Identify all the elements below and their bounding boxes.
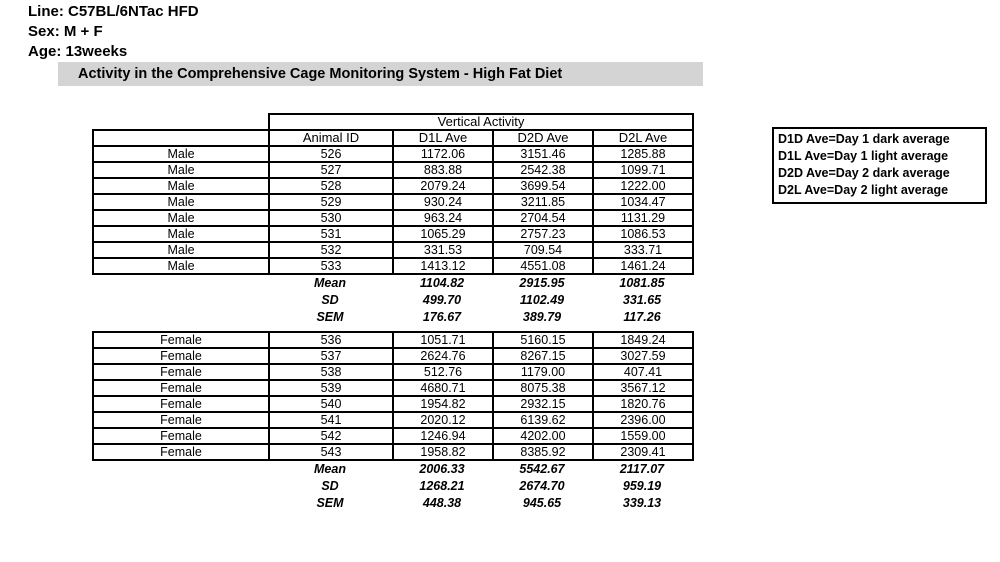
stats-label: SD — [321, 479, 339, 493]
data-table-region — [92, 113, 692, 512]
stats-row-mean — [92, 461, 692, 478]
table-row — [93, 412, 693, 428]
stats-value-d1l: 448.38 — [422, 496, 462, 510]
stats-label: Mean — [314, 276, 346, 290]
stats-value-d2d: 945.65 — [522, 496, 562, 510]
female-table-body — [93, 332, 693, 460]
cell-d2d: 3211.85 — [493, 194, 593, 210]
male-table-body — [93, 146, 693, 274]
table-row — [93, 380, 693, 396]
cell-sex: Female — [93, 444, 269, 460]
stats-spacer — [92, 292, 268, 309]
cell-d2d: 6139.62 — [493, 412, 593, 428]
stats-row-sem — [92, 309, 692, 326]
page-title: Activity in the Comprehensive Cage Monitoring System - High Fat Diet — [78, 66, 563, 82]
cell-d1l: 1246.94 — [393, 428, 493, 444]
stats-label: Mean — [314, 462, 346, 476]
cell-d2l: 1820.76 — [593, 396, 693, 412]
female-stats-table — [92, 461, 692, 512]
stats-value-d2d: 1102.49 — [519, 293, 565, 307]
cell-sex: Male — [93, 162, 269, 178]
cell-d2d: 3151.46 — [493, 146, 593, 162]
legend-line-d2d: D2D Ave=Day 2 dark average — [778, 166, 950, 180]
cell-sex: Female — [93, 428, 269, 444]
cell-sex: Male — [93, 242, 269, 258]
stats-value-d1l: 1104.82 — [419, 276, 465, 290]
cell-d2l: 1034.47 — [593, 194, 693, 210]
cell-d1l: 4680.71 — [393, 380, 493, 396]
column-header-sex — [93, 130, 269, 146]
table-row — [93, 210, 693, 226]
cell-d2l: 1285.88 — [593, 146, 693, 162]
stats-value-d2d: 2915.95 — [519, 276, 565, 290]
cell-d2d: 4551.08 — [493, 258, 593, 274]
cell-d2l: 407.41 — [593, 364, 693, 380]
meta-line-sex: Sex: M + F — [28, 23, 103, 40]
stats-value-d1l: 2006.33 — [419, 462, 465, 476]
cell-d1l: 512.76 — [393, 364, 493, 380]
column-header-d2l-ave: D2L Ave — [593, 130, 693, 146]
cell-d1l: 1172.06 — [393, 146, 493, 162]
table-row — [93, 428, 693, 444]
cell-animal-id: 530 — [269, 210, 393, 226]
table-row — [93, 364, 693, 380]
cell-animal-id: 537 — [269, 348, 393, 364]
stats-label: SEM — [316, 496, 344, 510]
stats-value-d2d: 389.79 — [522, 310, 562, 324]
male-data-table — [92, 113, 694, 275]
table-row — [93, 348, 693, 364]
cell-animal-id: 533 — [269, 258, 393, 274]
cell-d2d: 8385.92 — [493, 444, 593, 460]
cell-d1l: 963.24 — [393, 210, 493, 226]
meta-line-age: Age: 13weeks — [28, 43, 128, 60]
stats-value-d1l: 1268.21 — [419, 479, 465, 493]
cell-d2d: 2932.15 — [493, 396, 593, 412]
cell-sex: Female — [93, 364, 269, 380]
table-row — [93, 242, 693, 258]
stats-value-d2l: 331.65 — [622, 293, 662, 307]
cell-d1l: 1954.82 — [393, 396, 493, 412]
legend-box — [772, 127, 987, 204]
stats-spacer — [92, 275, 268, 292]
cell-sex: Male — [93, 258, 269, 274]
stats-row-mean — [92, 275, 692, 292]
table-row — [93, 258, 693, 274]
meta-header — [28, 2, 448, 62]
stats-label: SD — [321, 293, 339, 307]
table-row — [93, 146, 693, 162]
cell-sex: Female — [93, 348, 269, 364]
cell-d2l: 1131.29 — [593, 210, 693, 226]
cell-animal-id: 543 — [269, 444, 393, 460]
table-row — [93, 332, 693, 348]
stats-value-d2l: 117.26 — [623, 310, 661, 324]
cell-animal-id: 542 — [269, 428, 393, 444]
cell-d1l: 1065.29 — [393, 226, 493, 242]
legend-line-d2l: D2L Ave=Day 2 light average — [778, 183, 949, 197]
stats-spacer — [92, 309, 268, 326]
stats-value-d2l: 2117.07 — [619, 462, 665, 476]
column-header-animal-id: Animal ID — [269, 130, 393, 146]
male-stats-table — [92, 275, 692, 326]
cell-d1l: 930.24 — [393, 194, 493, 210]
table-row — [93, 444, 693, 460]
title-banner — [58, 62, 703, 86]
cell-animal-id: 538 — [269, 364, 393, 380]
stats-value-d2l: 959.19 — [622, 479, 662, 493]
stats-row-sd — [92, 292, 692, 309]
stats-spacer — [92, 478, 268, 495]
table-row — [93, 194, 693, 210]
stats-row-sd — [92, 478, 692, 495]
stats-row-sem — [92, 495, 692, 512]
meta-line-strain: Line: C57BL/6NTac HFD — [28, 3, 199, 20]
cell-d2d: 8075.38 — [493, 380, 593, 396]
cell-d1l: 2020.12 — [393, 412, 493, 428]
group-header-spacer — [93, 114, 269, 130]
cell-animal-id: 540 — [269, 396, 393, 412]
female-data-table — [92, 331, 694, 461]
cell-animal-id: 536 — [269, 332, 393, 348]
cell-sex: Male — [93, 146, 269, 162]
cell-d1l: 1413.12 — [393, 258, 493, 274]
cell-animal-id: 532 — [269, 242, 393, 258]
cell-d2d: 2542.38 — [493, 162, 593, 178]
table-row — [93, 396, 693, 412]
cell-animal-id: 529 — [269, 194, 393, 210]
cell-d2d: 4202.00 — [493, 428, 593, 444]
cell-animal-id: 528 — [269, 178, 393, 194]
stats-label: SEM — [316, 310, 344, 324]
cell-d2d: 2757.23 — [493, 226, 593, 242]
cell-sex: Male — [93, 226, 269, 242]
table-row — [93, 178, 693, 194]
cell-d2l: 3567.12 — [593, 380, 693, 396]
cell-d2l: 1461.24 — [593, 258, 693, 274]
cell-sex: Female — [93, 396, 269, 412]
cell-animal-id: 539 — [269, 380, 393, 396]
cell-sex: Female — [93, 412, 269, 428]
cell-d2d: 5160.15 — [493, 332, 593, 348]
cell-sex: Male — [93, 178, 269, 194]
cell-sex: Male — [93, 194, 269, 210]
cell-d1l: 2624.76 — [393, 348, 493, 364]
cell-d1l: 883.88 — [393, 162, 493, 178]
stats-value-d2l: 339.13 — [622, 496, 662, 510]
cell-d2l: 1099.71 — [593, 162, 693, 178]
cell-d2l: 2309.41 — [593, 444, 693, 460]
cell-d2d: 8267.15 — [493, 348, 593, 364]
stats-value-d1l: 499.70 — [422, 293, 462, 307]
cell-animal-id: 541 — [269, 412, 393, 428]
cell-d1l: 1958.82 — [393, 444, 493, 460]
cell-d2l: 333.71 — [593, 242, 693, 258]
legend-line-d1d: D1D Ave=Day 1 dark average — [778, 132, 950, 146]
legend-line-d1l: D1L Ave=Day 1 light average — [778, 149, 949, 163]
cell-d1l: 331.53 — [393, 242, 493, 258]
table-row — [93, 226, 693, 242]
cell-d2d: 709.54 — [493, 242, 593, 258]
cell-d2d: 3699.54 — [493, 178, 593, 194]
column-header-d2d-ave: D2D Ave — [493, 130, 593, 146]
cell-d2d: 2704.54 — [493, 210, 593, 226]
column-header-row — [93, 130, 693, 146]
stats-value-d2d: 2674.70 — [519, 479, 565, 493]
group-header-vertical-activity: Vertical Activity — [269, 114, 693, 130]
cell-d2l: 1222.00 — [593, 178, 693, 194]
column-header-d1l-ave: D1L Ave — [393, 130, 493, 146]
cell-sex: Female — [93, 380, 269, 396]
cell-d1l: 2079.24 — [393, 178, 493, 194]
table-row — [93, 162, 693, 178]
cell-sex: Male — [93, 210, 269, 226]
cell-d2l: 3027.59 — [593, 348, 693, 364]
stats-value-d2l: 1081.85 — [619, 276, 665, 290]
stats-spacer — [92, 495, 268, 512]
cell-d2l: 2396.00 — [593, 412, 693, 428]
cell-d2l: 1849.24 — [593, 332, 693, 348]
cell-animal-id: 526 — [269, 146, 393, 162]
cell-d2l: 1086.53 — [593, 226, 693, 242]
stats-value-d1l: 176.67 — [422, 310, 462, 324]
group-header-row — [93, 114, 693, 130]
cell-animal-id: 527 — [269, 162, 393, 178]
cell-sex: Female — [93, 332, 269, 348]
stats-value-d2d: 5542.67 — [519, 462, 565, 476]
cell-d2l: 1559.00 — [593, 428, 693, 444]
stats-spacer — [92, 461, 268, 478]
cell-animal-id: 531 — [269, 226, 393, 242]
cell-d2d: 1179.00 — [493, 364, 593, 380]
cell-d1l: 1051.71 — [393, 332, 493, 348]
